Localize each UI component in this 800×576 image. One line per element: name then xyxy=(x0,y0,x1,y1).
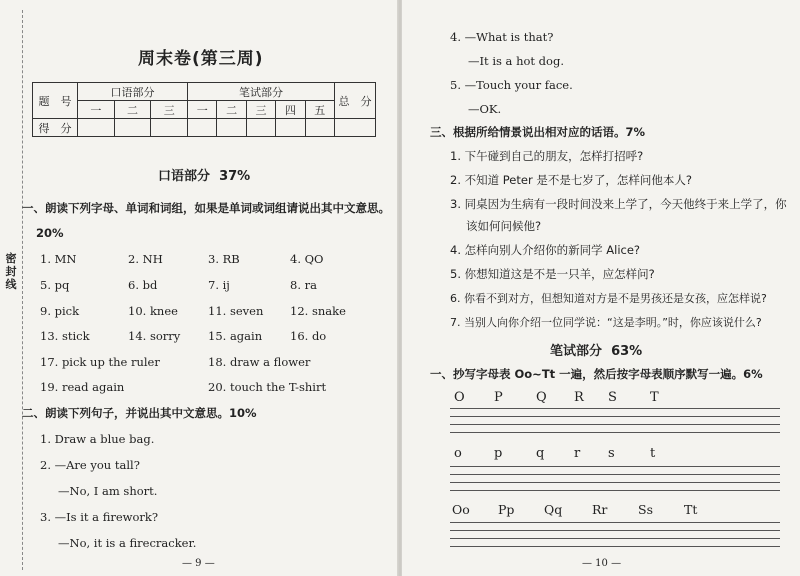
letter-upper: R xyxy=(574,390,584,405)
letter-pair: Oo xyxy=(452,502,470,517)
writing-line xyxy=(450,474,780,475)
list-item: 6. bd xyxy=(128,278,158,292)
score-cell[interactable] xyxy=(217,119,246,137)
writing-line xyxy=(450,538,780,539)
sentence-line: 1. Draw a blue bag. xyxy=(40,432,155,446)
score-header-total: 总 分 xyxy=(335,83,376,119)
writing-line xyxy=(450,424,780,425)
list-item: 14. sorry xyxy=(128,329,181,343)
score-col: 一 xyxy=(188,101,217,119)
letter-lower: t xyxy=(650,446,656,461)
score-header-oral: 口语部分 xyxy=(78,83,188,101)
list-item: 5. 你想知道这是不是一只羊，应怎样问? xyxy=(450,267,655,281)
score-col: 二 xyxy=(114,101,151,119)
score-col: 四 xyxy=(276,101,305,119)
score-cell[interactable] xyxy=(151,119,188,137)
written-section-title: 笔试部分 63% xyxy=(550,344,643,359)
sentence-line: —OK. xyxy=(468,102,502,116)
letter-upper: S xyxy=(608,390,617,405)
score-cell[interactable] xyxy=(276,119,305,137)
sentence-line: 5. —Touch your face. xyxy=(450,78,573,92)
list-item: 该如何问候他? xyxy=(466,219,542,233)
letter-pair: Rr xyxy=(592,502,608,517)
writing-line xyxy=(450,546,780,547)
list-item: 18. draw a flower xyxy=(208,355,311,369)
score-cell[interactable] xyxy=(114,119,151,137)
score-col: 五 xyxy=(305,101,334,119)
list-item: 2. NH xyxy=(128,252,163,266)
list-item: 19. read again xyxy=(40,380,125,394)
letter-lower: o xyxy=(454,446,462,461)
list-item: 2. 不知道 Peter 是不是七岁了，怎样问他本人? xyxy=(450,173,692,187)
sentence-line: 4. —What is that? xyxy=(450,30,554,44)
score-col: 三 xyxy=(246,101,275,119)
section3-title: 三、根据所给情景说出相对应的话语。7% xyxy=(430,125,646,139)
sentence-line: —It is a hot dog. xyxy=(468,54,564,68)
score-cell[interactable] xyxy=(335,119,376,137)
section2-title: 二、朗读下列句子，并说出其中文意思。10% xyxy=(22,406,257,420)
score-col: 二 xyxy=(217,101,246,119)
list-item: 15. again xyxy=(208,329,263,343)
list-item: 11. seven xyxy=(208,304,264,318)
list-item: 1. MN xyxy=(40,252,77,266)
score-header-written: 笔试部分 xyxy=(188,83,335,101)
list-item: 7. ij xyxy=(208,278,230,292)
list-item: 4. 怎样向别人介绍你的新同学 Alice? xyxy=(450,243,641,257)
writing-line xyxy=(450,522,780,523)
oral-section-title: 口语部分 37% xyxy=(158,169,251,184)
score-col: 三 xyxy=(151,101,188,119)
score-cell[interactable] xyxy=(305,119,334,137)
list-item: 3. 同桌因为生病有一段时间没来上学了，今天他终于来上学了，你 xyxy=(450,197,787,211)
list-item: 12. snake xyxy=(290,304,346,318)
list-item: 20. touch the T-shirt xyxy=(208,380,327,394)
letter-pair: Qq xyxy=(544,502,563,517)
list-item: 17. pick up the ruler xyxy=(40,355,160,369)
list-item: 8. ra xyxy=(290,278,317,292)
letter-upper: Q xyxy=(536,390,547,405)
score-cell[interactable] xyxy=(246,119,275,137)
list-item: 5. pq xyxy=(40,278,70,292)
sentence-line: 3. —Is it a firework? xyxy=(40,510,159,524)
page-title: 周末卷(第三周) xyxy=(138,49,264,69)
list-item: 4. QO xyxy=(290,252,324,266)
score-col: 一 xyxy=(78,101,115,119)
letter-upper: O xyxy=(454,390,465,405)
score-cell[interactable] xyxy=(78,119,115,137)
list-item: 10. knee xyxy=(128,304,178,318)
right-page xyxy=(402,0,800,576)
writing-line xyxy=(450,432,780,433)
list-item: 9. pick xyxy=(40,304,80,318)
sentence-line: 2. —Are you tall? xyxy=(40,458,140,472)
score-cell[interactable] xyxy=(188,119,217,137)
letter-pair: Tt xyxy=(684,502,698,517)
writing-line xyxy=(450,530,780,531)
letter-pair: Pp xyxy=(498,502,515,517)
list-item: 16. do xyxy=(290,329,327,343)
list-item: 3. RB xyxy=(208,252,240,266)
letter-pair: Ss xyxy=(638,502,653,517)
writing-line xyxy=(450,416,780,417)
list-item: 13. stick xyxy=(40,329,90,343)
seal-label: 密封线 xyxy=(5,252,17,291)
letter-upper: P xyxy=(494,390,503,405)
score-row-label: 得 分 xyxy=(33,119,78,137)
list-item: 6. 你看不到对方，但想知道对方是不是男孩还是女孩，应怎样说? xyxy=(450,292,767,305)
section4-title: 一、抄写字母表 Oo~Tt 一遍，然后按字母表顺序默写一遍。6% xyxy=(430,367,763,381)
page-number: — 9 — xyxy=(182,558,215,569)
list-item: 7. 当别人向你介绍一位同学说：“这是李明。”时，你应该说什么? xyxy=(450,316,762,329)
score-table xyxy=(32,82,376,137)
score-header-no: 题 号 xyxy=(33,83,78,119)
letter-lower: p xyxy=(494,446,503,461)
letter-lower: q xyxy=(536,446,545,461)
letter-lower: r xyxy=(574,446,581,461)
section1-pct: 20% xyxy=(36,226,64,240)
writing-line xyxy=(450,490,780,491)
letter-upper: T xyxy=(650,390,659,405)
page-number: — 10 — xyxy=(582,558,622,569)
writing-line xyxy=(450,408,780,409)
writing-line xyxy=(450,482,780,483)
sentence-line: —No, I am short. xyxy=(58,484,158,498)
sentence-line: —No, it is a firecracker. xyxy=(58,536,197,550)
seal-dashed-line xyxy=(22,10,23,570)
letter-lower: s xyxy=(608,446,615,461)
writing-line xyxy=(450,466,780,467)
list-item: 1. 下午碰到自己的朋友，怎样打招呼? xyxy=(450,149,644,163)
section1-title: 一、朗读下列字母、单词和词组，如果是单词或词组请说出其中文意思。 xyxy=(22,201,390,215)
